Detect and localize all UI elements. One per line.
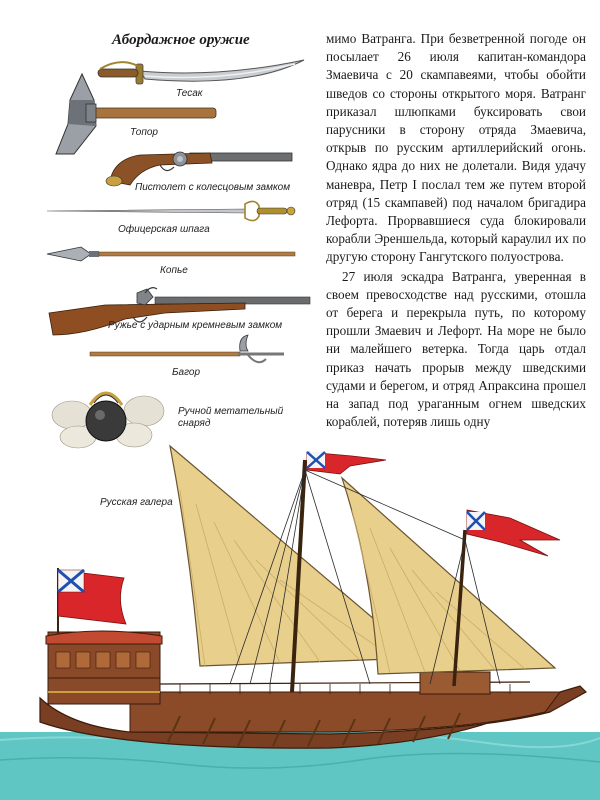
paragraph-1: мимо Ватранга. При безветренной погоде он посылает 26 июля капитан-командора Змаевича с 20 скампавеями, чтобы обойти шведов со стороны открытого моря. Ватранг приказал шлюпками буксировать свои парусники в сторону отряда Змаевича, открыв по русским артиллерийский огонь. Однако ядра до них не долетали. Видя удачу маневра, Петр I послал тем же путем второй отряд (15 скампавей) под началом бригадира Лефорта. Прорвавшиеся суда блокировали корабли Эреншельда, который караулил их по другую сторону Гангутского полуострова. <box>326 31 586 265</box>
caption-galley: Русская галера <box>100 497 173 508</box>
paragraph-2: 27 июля эскадра Ватранга, уверенная в своем превосходстве над русскими, отошла от берега и перекрыла путь, по которому прошли Змаевич и Лефорт. На море не было ни малейшего ветерка. Тогда царь отдал приказ начать прорыв между шведскими судами и берегом, и отряд Апраксина прошел на запад под ураганным огнем шведских кораблей, потеряв лишь одну <box>326 268 586 430</box>
boathook-illustration <box>88 333 288 368</box>
officer-sword-illustration <box>45 196 305 226</box>
spear-illustration <box>45 243 300 265</box>
caption-pistol: Пистолет с колесцовым замком <box>135 182 291 193</box>
caption-grenade-line1: Ручной метательный <box>178 406 284 417</box>
galley-illustration <box>0 430 600 800</box>
fore-mast-pennant <box>467 510 560 556</box>
section-title: Абордажное оружие <box>112 32 250 48</box>
stern-flag <box>58 568 126 634</box>
caption-axe: Топор <box>130 127 158 138</box>
caption-spear: Копье <box>160 265 188 276</box>
caption-cutlass: Тесак <box>176 88 203 99</box>
caption-officer-sword: Офицерская шпага <box>118 224 210 235</box>
body-text <box>326 30 586 431</box>
caption-musket: Ружье с ударным кремневым замком <box>108 320 283 331</box>
caption-boathook: Багор <box>172 367 201 378</box>
main-mast-pennant <box>307 452 386 474</box>
caption-grenade-line2: снаряд <box>178 418 211 429</box>
